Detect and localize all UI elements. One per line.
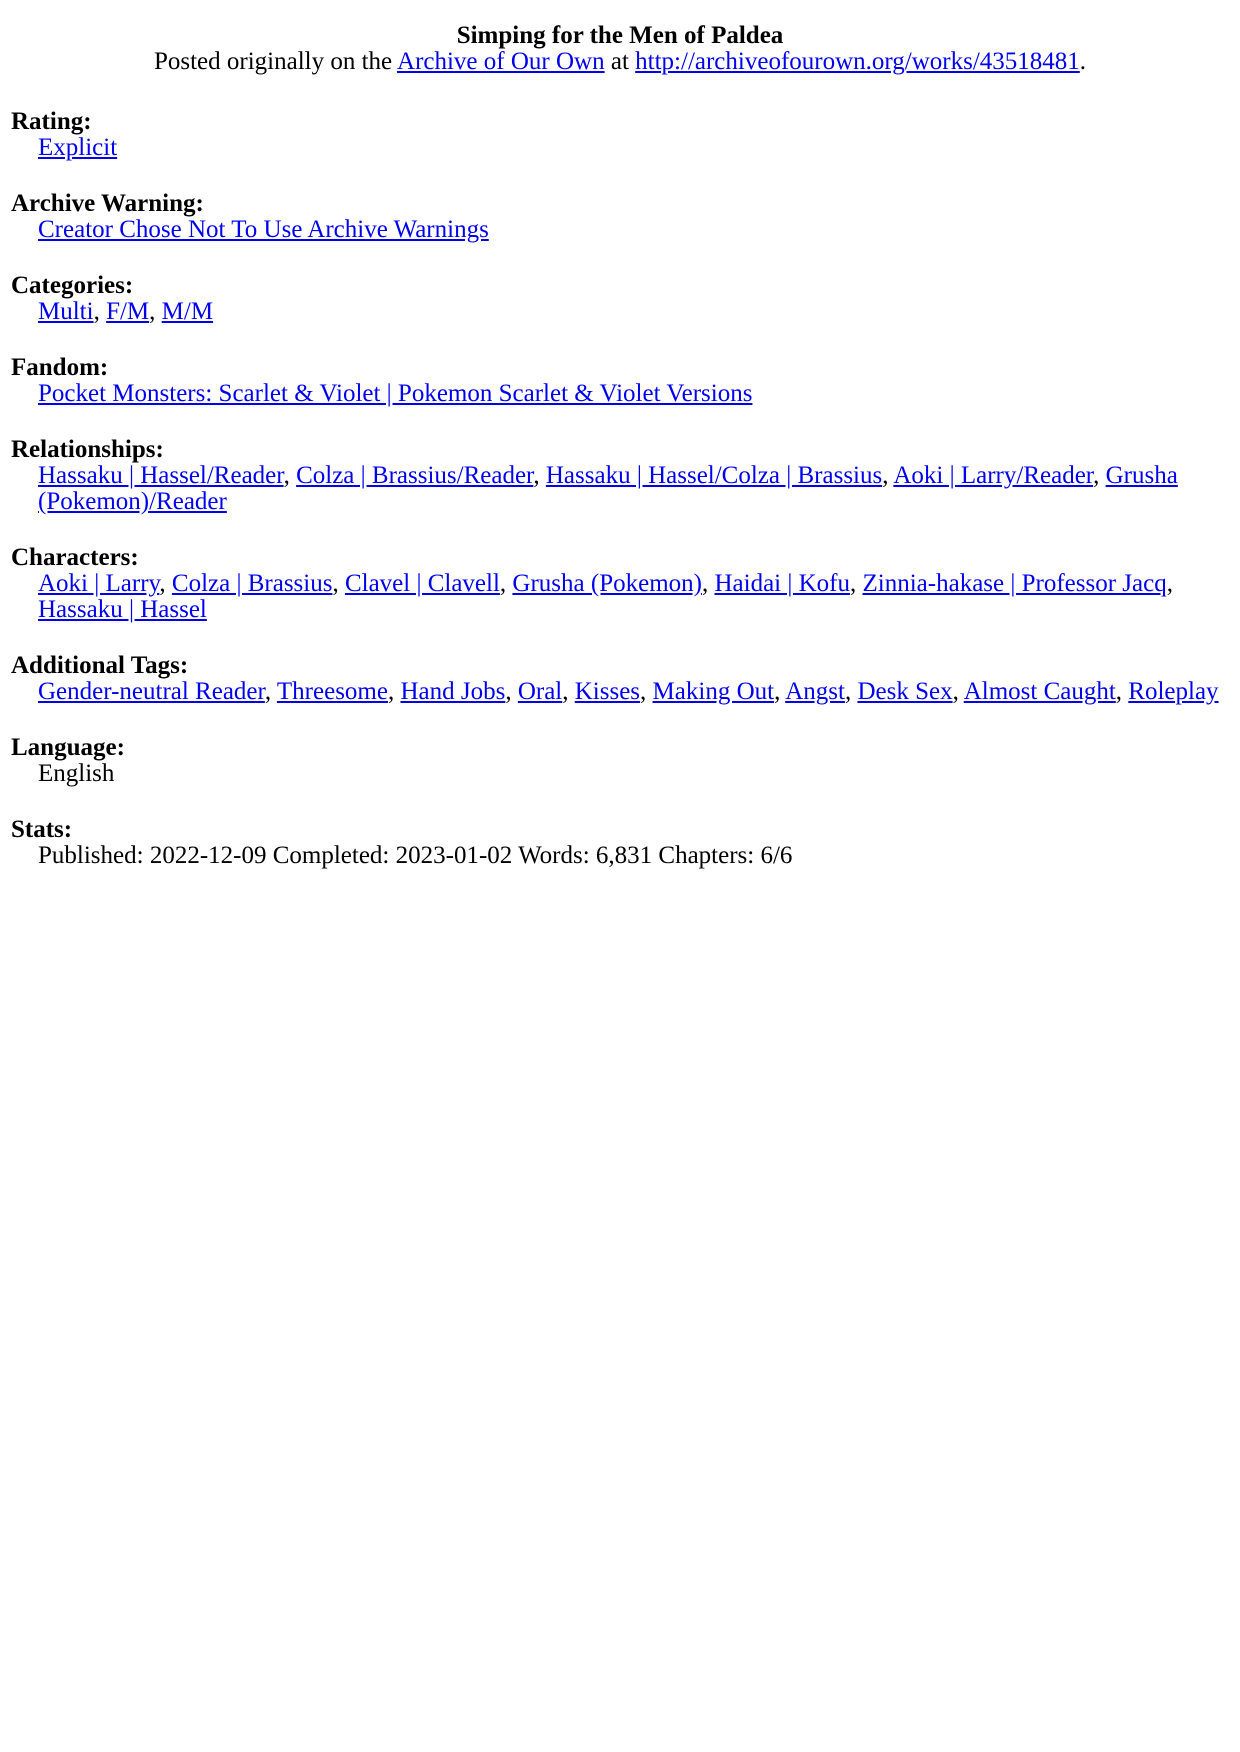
- fandom-label: Fandom:: [11, 354, 109, 381]
- characters-tag-link[interactable]: Haidai | Kofu: [714, 570, 851, 597]
- categories-tag-link[interactable]: F/M: [106, 298, 150, 325]
- additional-tags-value: Gender-neutral Reader, Threesome, Hand Jobs, Oral, Kisses, Making Out, Angst, Desk Sex, Almost Caught, Roleplay: [38, 678, 1219, 705]
- language-label: Language:: [11, 734, 125, 761]
- additional-tags-tag-link[interactable]: Hand Jobs: [400, 678, 506, 705]
- archive-warning-tag-link[interactable]: Creator Chose Not To Use Archive Warnings: [38, 216, 489, 243]
- additional-tags-tag-link[interactable]: Oral: [517, 678, 563, 705]
- stats-text: Published: 2022-12-09 Completed: 2023-01-02 Words: 6,831 Chapters: 6/6: [38, 842, 793, 869]
- relationships-tag-link[interactable]: Aoki | Larry/Reader: [893, 462, 1094, 489]
- rating-tag-link[interactable]: Explicit: [38, 134, 118, 161]
- characters-tag-link[interactable]: Hassaku | Hassel: [38, 596, 207, 623]
- characters-tag-link[interactable]: Colza | Brassius: [171, 570, 333, 597]
- categories-tag-link[interactable]: Multi: [38, 298, 94, 325]
- archive-of-our-own-link[interactable]: Archive of Our Own: [397, 48, 605, 75]
- rating-value: [38, 135, 1229, 161]
- relationships-value: Hassaku | Hassel/Reader, Colza | Brassius/Reader, Hassaku | Hassel/Colza | Brassius, Aoki | Larry/Reader, Grusha (Pokemon)/Reader: [38, 462, 1178, 515]
- work-url-link[interactable]: http://archiveofourown.org/works/43518481: [635, 48, 1080, 75]
- relationships-tag-link[interactable]: Hassaku | Hassel/Colza | Brassius: [545, 462, 883, 489]
- additional-tags-tag-link[interactable]: Desk Sex: [857, 678, 953, 705]
- categories-value: Multi, F/M, M/M: [38, 298, 214, 325]
- relationships-label: Relationships:: [11, 436, 164, 463]
- posted-infix-text: at: [604, 48, 636, 75]
- characters-value: Aoki | Larry, Colza | Brassius, Clavel | Clavell, Grusha (Pokemon), Haidai | Kofu, Zinnia-hakase | Professor Jacq, Hassaku | Hassel: [38, 570, 1173, 623]
- additional-tags-tag-link[interactable]: Threesome: [276, 678, 388, 705]
- characters-tag-link[interactable]: Zinnia-hakase | Professor Jacq: [862, 570, 1167, 597]
- additional-tags-label: Additional Tags:: [11, 652, 189, 679]
- fandom-value: [38, 381, 1229, 407]
- additional-tags-tag-link[interactable]: Almost Caught: [963, 678, 1116, 705]
- relationships-tag-link[interactable]: Colza | Brassius/Reader: [296, 462, 534, 489]
- posted-suffix-text: .: [1079, 48, 1087, 75]
- preface: [11, 23, 1229, 75]
- rating-label: Rating:: [11, 108, 92, 135]
- fandom-tag-link[interactable]: Pocket Monsters: Scarlet & Violet | Pokemon Scarlet & Violet Versions: [38, 380, 753, 407]
- characters-tag-link[interactable]: Clavel | Clavell: [344, 570, 500, 597]
- categories-label: Categories:: [11, 272, 134, 299]
- work-title: Simping for the Men of Paldea: [456, 22, 784, 49]
- stats-label: Stats:: [11, 816, 73, 843]
- relationships-tag-link[interactable]: Hassaku | Hassel/Reader: [38, 462, 284, 489]
- work-metadata-list: [11, 109, 1229, 869]
- language-text: English: [38, 760, 115, 787]
- additional-tags-tag-link[interactable]: Making Out: [652, 678, 775, 705]
- additional-tags-tag-link[interactable]: Roleplay: [1128, 678, 1219, 705]
- archive-warning-label: Archive Warning:: [11, 190, 204, 217]
- characters-tag-link[interactable]: Aoki | Larry: [38, 570, 160, 597]
- additional-tags-tag-link[interactable]: Kisses: [574, 678, 641, 705]
- categories-tag-link[interactable]: M/M: [161, 298, 214, 325]
- archive-warning-value: [38, 217, 1229, 243]
- relationships-tag-link[interactable]: Grusha (Pokemon)/Reader: [38, 462, 1178, 515]
- language-value: [38, 761, 1229, 787]
- characters-tag-link[interactable]: Grusha (Pokemon): [512, 570, 702, 597]
- additional-tags-tag-link[interactable]: Angst: [785, 678, 845, 705]
- stats-value: [38, 843, 1229, 869]
- posted-prefix-text: Posted originally on the: [153, 48, 398, 75]
- characters-label: Characters:: [11, 544, 139, 571]
- additional-tags-tag-link[interactable]: Gender-neutral Reader: [38, 678, 265, 705]
